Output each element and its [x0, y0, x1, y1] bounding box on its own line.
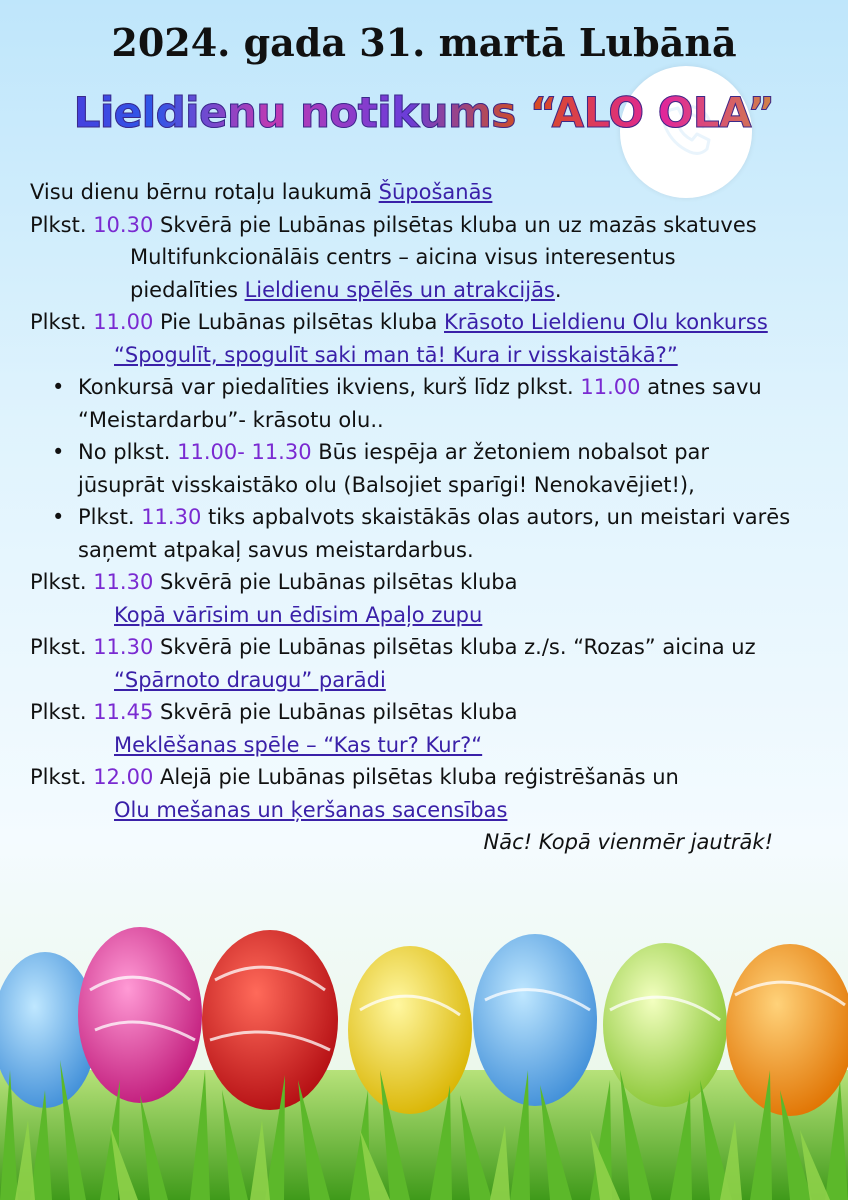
activity-link[interactable]: “Spārnoto draugu” parādi [114, 667, 386, 692]
time-prefix: Plkst. [30, 635, 94, 659]
schedule-line [30, 241, 830, 274]
line-text: “Meistardarbu”- krāsotu olu.. [78, 407, 384, 432]
event-title: Lieldienu notikums “ALO OLA” [0, 88, 848, 137]
egg-icon [202, 930, 338, 1110]
line-text: Pie Lubānas pilsētas kluba [153, 310, 445, 334]
easter-eggs-illustration [0, 920, 848, 1200]
schedule-line [30, 274, 830, 307]
schedule [30, 176, 830, 859]
line-text: . [554, 277, 562, 302]
line-text: Skvērā pie Lubānas pilsētas kluba z./s. “Rozas” aicina uz [153, 635, 756, 659]
schedule-line [30, 339, 830, 372]
line-text: saņemt atpakaļ savus meistardarbus. [78, 537, 474, 562]
schedule-line [30, 696, 830, 729]
time-prefix: Plkst. [30, 310, 94, 334]
line-text: jūsuprāt visskaistāko olu (Balsojiet sparīgi! Nenokavējiet!), [78, 472, 695, 497]
line-text: Multifunkcionālāis centrs – aicina visus interesentus [130, 245, 676, 269]
time-label: 11.30 [93, 635, 154, 659]
time-prefix: Plkst. [30, 212, 94, 237]
activity-link[interactable]: Krāsoto Lieldienu Olu konkurss [444, 310, 768, 334]
time-label: 11.00- 11.30 [177, 440, 312, 464]
time-prefix: Plkst. [30, 700, 94, 724]
schedule-line [30, 209, 830, 242]
schedule-line [30, 176, 830, 209]
bullet-continuation [30, 534, 830, 567]
line-text: piedalīties [130, 277, 245, 302]
time-label: 11.00 [580, 375, 641, 399]
bullet-continuation [30, 469, 830, 502]
bullet-item [30, 436, 830, 469]
activity-link[interactable]: Olu mešanas un ķeršanas sacensības [114, 797, 508, 822]
egg-icon [348, 946, 472, 1114]
schedule-line [30, 306, 830, 339]
schedule-line [30, 794, 830, 827]
activity-link[interactable]: “Spogulīt, spogulīt saki man tā! Kura ir visskaistākā?” [114, 342, 678, 367]
line-text: Visu dienu bērnu rotaļu laukumā [30, 180, 379, 204]
schedule-line [30, 566, 830, 599]
bullet-icon: • [52, 375, 65, 399]
schedule-line [30, 761, 830, 794]
activity-link[interactable]: Kopā vārīsim un ēdīsim Apaļo zupu [114, 602, 483, 627]
line-text: tiks apbalvots skaistākās olas autors, un meistari varēs [201, 505, 791, 529]
activity-link[interactable]: Šūpošanās [378, 180, 493, 204]
line-text: Skvērā pie Lubānas pilsētas kluba un uz mazās skatuves [153, 212, 757, 237]
time-label: 11.00 [93, 310, 154, 334]
bullet-icon: • [52, 505, 65, 529]
egg-icon [78, 927, 202, 1103]
schedule-line [30, 599, 830, 632]
closing-slogan: Nāc! Kopā vienmēr jautrāk! [483, 830, 773, 854]
time-label: 10.30 [93, 212, 154, 237]
time-label: 11.30 [93, 570, 154, 594]
schedule-line [30, 664, 830, 697]
bullet-continuation [30, 404, 830, 437]
egg-icon [473, 934, 597, 1106]
line-text: Alejā pie Lubānas pilsētas kluba reģistrēšanās un [153, 765, 679, 789]
line-text: Plkst. [78, 505, 142, 529]
schedule-line [30, 729, 830, 762]
bullet-icon: • [52, 440, 65, 464]
line-text: No plkst. [78, 440, 178, 464]
activity-link[interactable]: Lieldienu spēlēs un atrakcijās [244, 277, 555, 302]
line-text: Skvērā pie Lubānas pilsētas kluba [153, 700, 518, 724]
event-date-heading: 2024. gada 31. martā Lubānā [111, 20, 737, 65]
line-text: Būs iespēja ar žetoniem nobalsot par [311, 440, 710, 464]
bullet-item [30, 501, 830, 534]
time-prefix: Plkst. [30, 765, 94, 789]
line-text: Konkursā var piedalīties ikviens, kurš līdz plkst. [78, 375, 581, 399]
line-text: atnes savu [640, 375, 762, 399]
time-prefix: Plkst. [30, 570, 94, 594]
egg-icon [726, 944, 848, 1116]
schedule-line [30, 631, 830, 664]
time-label: 12.00 [93, 765, 154, 789]
bullet-item [30, 371, 830, 404]
line-text: Skvērā pie Lubānas pilsētas kluba [153, 570, 518, 594]
time-label: 11.45 [93, 700, 154, 724]
time-label: 11.30 [141, 505, 202, 529]
activity-link[interactable]: Meklēšanas spēle – “Kas tur? Kur?“ [114, 732, 483, 757]
